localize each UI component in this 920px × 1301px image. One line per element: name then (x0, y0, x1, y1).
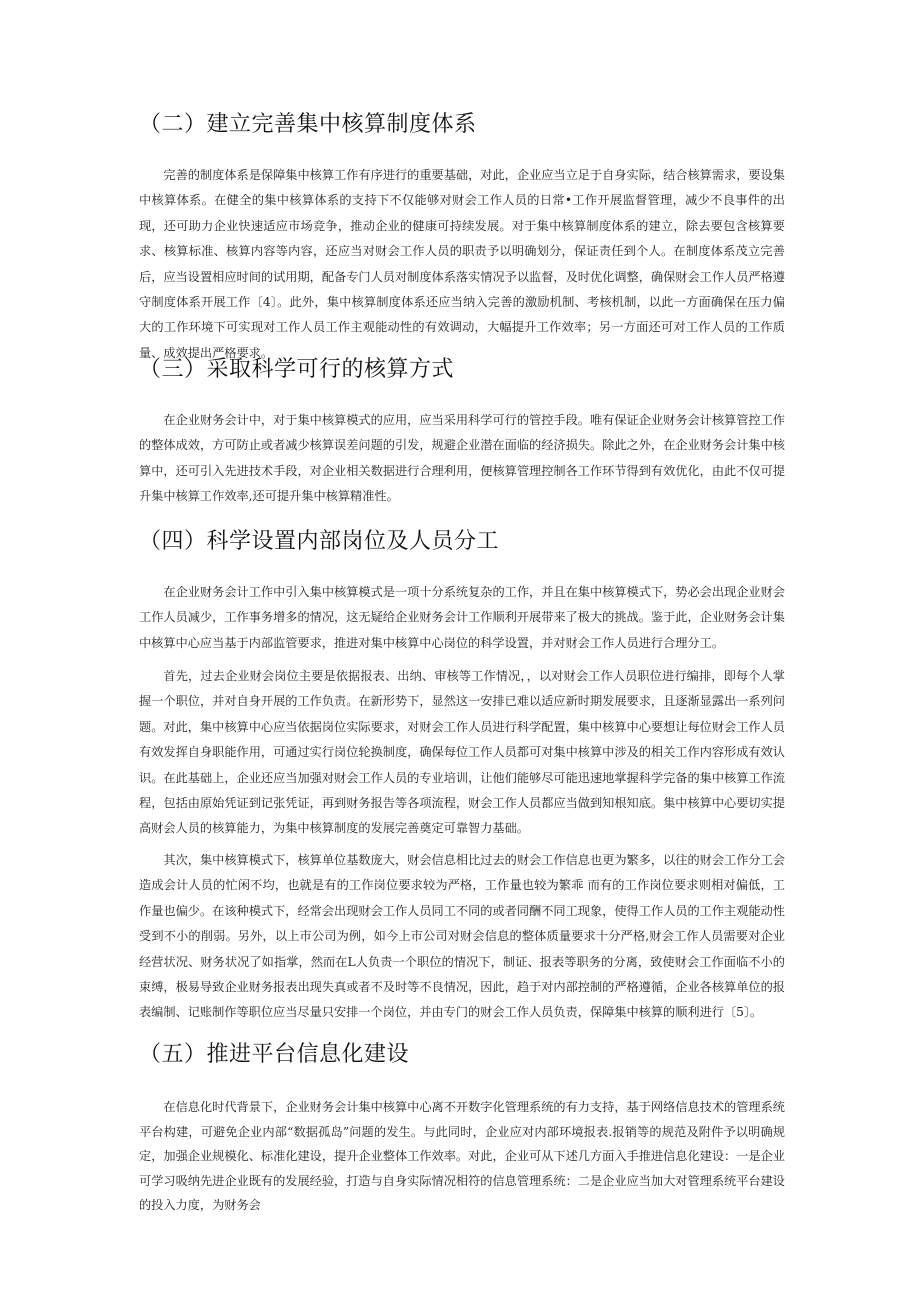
paragraph: 其次，集中核算模式下，核算单位基数庞大，财会信息相比过去的财会工作信息也更为繁多，以往的财会工作分工会造成会计人员的忙闲不均，也就是有的工作岗位要求较为严格，工作量也较为繁乖 而有的工作岗位要求则相对偏低，工作量也偏少。在该种模式下，经常会出现财会工作人员同工不同的或者同酬不同工现象，使得工作人员的工作主观能动性受到不小的削弱。另外，以上市公司为例，如今上市公司对财会信息的整体质量要求十分严格,财会工作人员需要对企业经营状况、财务状况了如指掌，然而在L人负责一个职位的情况下，制证、报表等职务的分离，致使财会工作面临不小的束缚，极易导致企业财务报表出现失真或者不及时等不良情况，因此，趋于对内部控制的严格遵循，企业各核算单位的报表编制、记账制作等职位应当尽量只安排一个岗位，并由专门的财会工作人员负责，保障集中核算的顺利进行〔5〕。 (139, 853, 785, 1020)
paragraph: 在企业财务会计中，对于集中核算模式的应用，应当采用科学可行的管控手段。唯有保证企业财务会计核算管控工作的整体成效，方可防止或者减少核算误差问题的引发，规避企业潜在面临的经济损失。除此之外，在企业财务会计集中核算中，还可引入先进技术手段，对企业相关数据进行合理利用，便核算管理控制各工作环节得到有效优化，由此不仅可提升集中核算工作效率,还可提升集中核算精准性。 (139, 413, 785, 504)
section-heading: （三）采取科学可行的核算方式 (139, 357, 455, 382)
paragraph: 首先，过去企业财会岗位主要是依据报表、出纳、审核等工作情况，，以对财会工作人员职位进行编排，即每个人掌握一个职位，并对自身开展的工作负责。在新形势下，显然这一安排已难以适应新时期发展要求，且逐渐显露出一系列问题。对此，集中核算中心应当依据岗位实际要求，对财会工作人员进行科学配置，集中核算中心要想让每位财会工作人员有效发挥自身职能作用，可通过实行岗位轮换制度，确保每位工作人员都可对集中核算中涉及的相关工作内容形成有效认识。在此基础上，企业还应当加强对财会工作人员的专业培训，让他们能够尽可能迅速地掌握科学完备的集中核算工作流程，包括由原始凭证到记张凭证，再到财务报告等各项流程，财会工作人员都应当做到知根知底。集中核算中心要切实提高财会人员的核算能力，为集中核算制度的发展完善奠定可靠智力基础。 (139, 669, 785, 836)
section-heading: （四）科学设置内部岗位及人员分工 (139, 529, 500, 554)
paragraph: 在企业财务会计工作中引入集中核算模式是一项十分系统复杂的工作，并且在集中核算模式下，势必会出现企业财会工作人员减少，工作事务增多的情况，这无疑给企业财务会计工作顺利开展带来了极大的挑战。鉴于此，企业财务会计集中核算中心应当基于内部监管要求，推进对集中核算中心岗位的科学设置，并对财会工作人员进行合理分工。 (139, 585, 785, 650)
section-heading: （二）建立完善集中核算制度体系 (139, 112, 477, 137)
paragraph: 在信息化时代背景下，企业财务会计集中核算中心离不开数字化管理系统的有力支持，基于网络信息技术的管理系统平台构建，可避免企业内部“数据孤岛”问题的发生。与此同时，企业应对内部环境报表.报销等的规范及附件予以明确规定，加强企业规模化、标准化建设，提升企业整体工作效率。对此，企业可从下述几方面入手推进信息化建设：一是企业可学习吸纳先进企业既有的发展经验，打造与自身实际情况相符的信息管理系统：二是企业应当加大对管理系统平台建设的投入力度，为财务会 (139, 1100, 785, 1212)
paragraph: 完善的制度体系是保障集中核算工作有序进行的重要基础，对此，企业应当立足于自身实际，结合核算需求，要设集中核算体系。在健全的集中核算体系的支持下不仅能够对财会工作人员的日常•工作开展监督管理，减少不良事件的出现，还可助力企业快速适应市场竞争，推动企业的健康可持续发展。对于集中核算制度体系的建立，除去要包含核算要求、核算标准、核算内容等内容，还应当对财会工作人员的职责予以明确划分，保证责任到个人。在制度体系茂立完善后，应当设置相应时间的试用期，配备专门人员对制度体系落实情况予以监督，及时优化调整，确保财会工作人员严格遵守制度体系开展工作〔4〕。此外，集中核算制度体系还应当纳入完善的激励机制、考核机制，以此一方面确保在压力偏大的工作环境下可实现对工作人员工作主观能动性的有效调动，大幅提升工作效率；另一方面还可对工作人员的工作质量、成效提出严格要求。 (139, 168, 785, 360)
section-heading: （五）推进平台信息化建设 (139, 1042, 410, 1067)
